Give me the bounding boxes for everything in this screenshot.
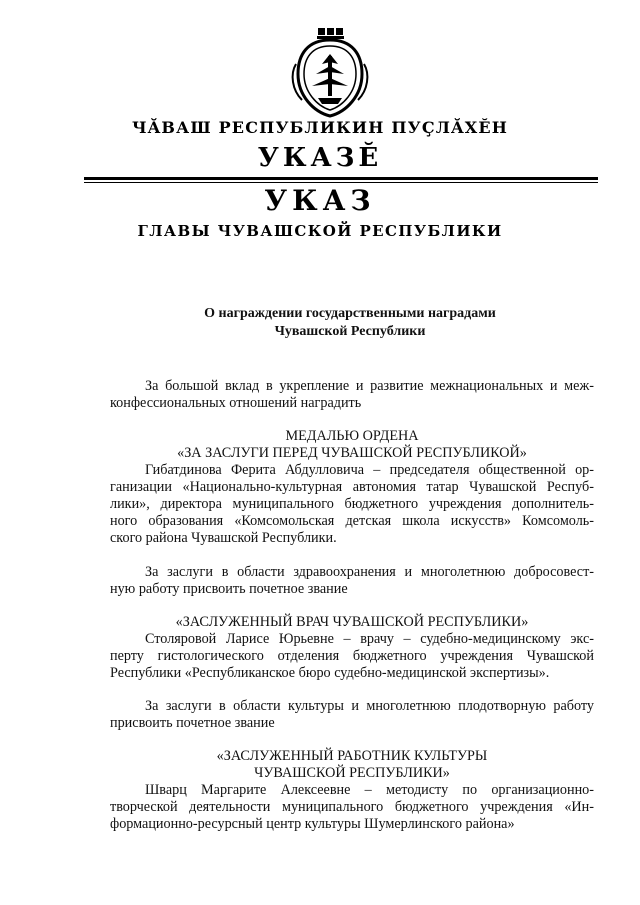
award-recipient-line: лики», директора муниципального бюджетного учреждения дополнитель-: [110, 496, 594, 512]
intro-line: За заслуги в области культуры и многолетнюю плодотворную работу: [145, 698, 594, 714]
intro-line: За заслуги в области здравоохранения и многолетнюю добросовест-: [145, 564, 594, 580]
header-divider-thick: [84, 177, 598, 180]
award-recipient-line: ского района Чувашской Республики.: [110, 530, 337, 546]
award-title: МЕДАЛЬЮ ОРДЕНА: [285, 428, 419, 444]
intro-line: ную работу присвоить почетное звание: [110, 581, 348, 597]
award-title: ЧУВАШСКОЙ РЕСПУБЛИКИ»: [254, 765, 450, 781]
decree-issuer: ГЛАВЫ ЧУВАШСКОЙ РЕСПУБЛИКИ: [137, 222, 503, 240]
intro-line: конфессиональных отношений наградить: [110, 395, 362, 411]
award-recipient-line: творческой деятельности муниципального бюджетного учреждения «Ин-: [110, 799, 594, 815]
award-recipient-line: ганизации «Национально-культурная автономия татар Чувашской Респуб-: [110, 479, 594, 495]
award-title: «ЗА ЗАСЛУГИ ПЕРЕД ЧУВАШСКОЙ РЕСПУБЛИКОЙ»: [177, 445, 527, 461]
award-recipient-line: перту гистологического отделения бюджетного учреждения Чувашской: [110, 648, 594, 664]
chuvash-decree-word: УКАЗĔ: [257, 143, 383, 173]
award-recipient-line: ного образования «Комсомольская детская школа искусств» Комсомоль-: [110, 513, 594, 529]
chuvash-title-line: ЧĂВАШ РЕСПУБЛИКИН ПУÇЛĂХĔН: [131, 118, 509, 137]
award-title: «ЗАСЛУЖЕННЫЙ ВРАЧ ЧУВАШСКОЙ РЕСПУБЛИКИ»: [175, 614, 529, 630]
intro-line: За большой вклад в укрепление и развитие межнациональных и меж-: [145, 378, 594, 394]
award-recipient-line: Шварц Маргарите Алексеевне – методисту по организационно-: [145, 782, 594, 798]
subject-line-1: О награждении государственными наградами: [204, 306, 496, 321]
intro-line: присвоить почетное звание: [110, 715, 275, 731]
award-recipient-line: формационно-ресурсный центр культуры Шумерлинского района»: [110, 816, 515, 832]
coat-of-arms-icon: [288, 24, 372, 120]
award-recipient-line: Столяровой Ларисе Юрьевне – врачу – судебно-медицинскому экс-: [145, 631, 594, 647]
award-title: «ЗАСЛУЖЕННЫЙ РАБОТНИК КУЛЬТУРЫ: [216, 748, 488, 764]
award-recipient-line: Гибатдинова Ферита Абдулловича – председателя общественной ор-: [145, 462, 594, 478]
subject-line-2: Чувашской Республики: [274, 324, 426, 339]
award-recipient-line: Республики «Республиканское бюро судебно-медицинской экспертизы».: [110, 665, 550, 681]
decree-title: УКАЗ: [264, 184, 376, 217]
header-divider-thin: [84, 182, 598, 183]
